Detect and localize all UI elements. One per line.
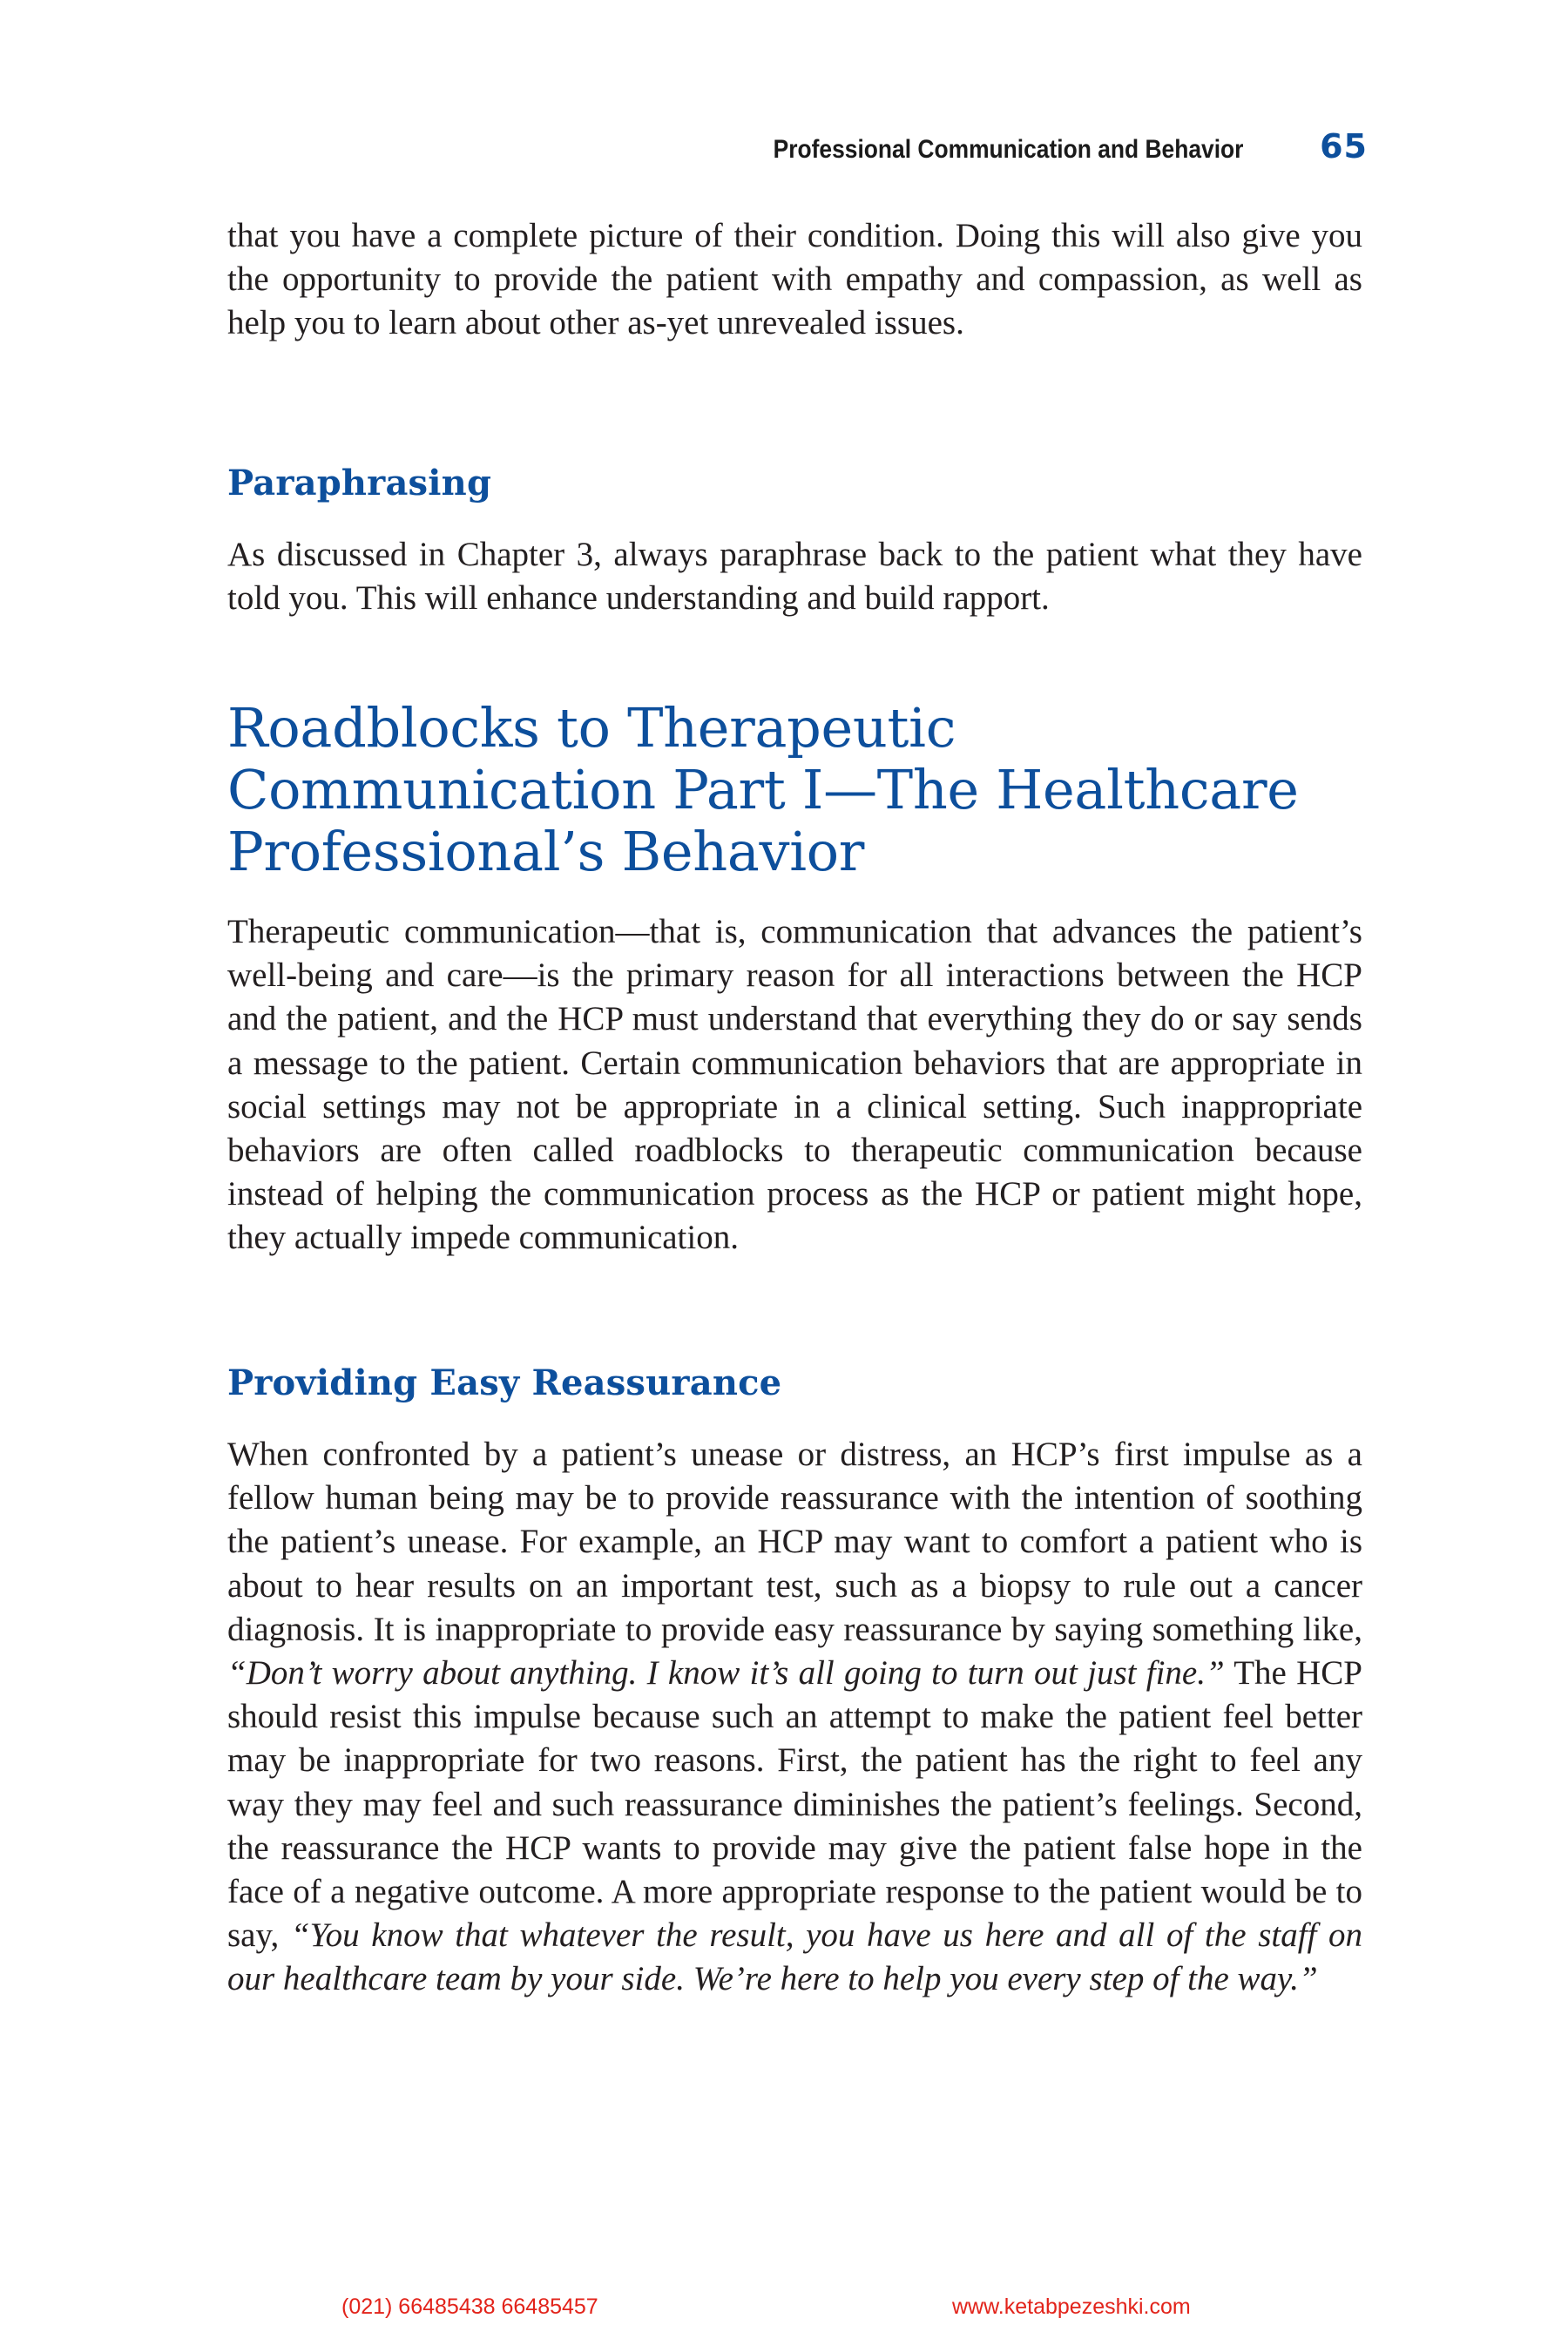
roadblocks-paragraph: Therapeutic communication—that is, communication that advances the patient’s well-being and care—is the primary reason for all interactions between the HCP and the patient, and the HCP must understand that everything they do or say sends a message to the patient. Certain communication behaviors that are appropriate in social settings may not be appropriate in a clinical setting. Such inappropriate behaviors are often called roadblocks to therapeutic communication because instead of helping the communication process as the HCP or patient might hope, they actually impede communication.: [227, 913, 1362, 1257]
section-title-line-3: Professional’s Behavior: [227, 820, 865, 883]
running-header: [709, 127, 1368, 166]
paraphrasing-paragraph: As discussed in Chapter 3, always paraphrase back to the patient what they have told you. This will enhance understanding and build rapport.: [227, 536, 1362, 618]
reassurance-text-2: The HCP should resist this impulse because such an attempt to make the patient feel better may be inappropriate for two reasons. First, the patient has the right to feel any way they may feel and such reassurance diminishes the patient’s feelings. Second, the reassurance the HCP wants to provide may give the patient false hope in the face of a negative outcome. A more appropriate response to the patient would be to say,: [227, 1654, 1363, 1955]
footer-website: www.ketabpezeshki.com: [952, 2295, 1191, 2319]
reassurance-quote-1: “Don’t worry about anything. I know it’s all going to turn out just fine.”: [227, 1654, 1225, 1693]
intro-paragraph: that you have a complete picture of their condition. Doing this will also give you the opportunity to provide the patient with empathy and compassion, as well as help you to learn about other as-yet unrevealed issues.: [227, 217, 1362, 342]
section-title-line-1: Roadblocks to Therapeutic: [227, 696, 956, 760]
reassurance-paragraph: [227, 1433, 1362, 2002]
page-footer: [0, 2295, 1568, 2329]
reassurance-quote-2: “You know that whatever the result, you have us here and all of the staff on our healthcare team by your side. We’re here to help you every step of the way.”: [227, 1916, 1363, 1998]
page-number: 65: [1320, 127, 1368, 166]
running-title: Professional Communication and Behavior: [773, 135, 1244, 164]
reassurance-text-1: When confronted by a patient’s unease or distress, an HCP’s first impulse as a fellow human being may be to provide reassurance with the intention of soothing the patient’s unease. For example, an HCP may want to comfort a patient who is about to hear results on an important test, such as a biopsy to rule out a cancer diagnosis. It is inappropriate to provide easy reassurance by saying something like,: [227, 1436, 1362, 1648]
section-title-line-2: Communication Part I—The Healthcare: [227, 758, 1299, 821]
heading-paraphrasing: Paraphrasing: [227, 463, 492, 504]
section-title: [227, 697, 1362, 882]
heading-easy-reassurance: Providing Easy Reassurance: [227, 1362, 782, 1403]
footer-phone: (021) 66485438 66485457: [341, 2295, 598, 2319]
